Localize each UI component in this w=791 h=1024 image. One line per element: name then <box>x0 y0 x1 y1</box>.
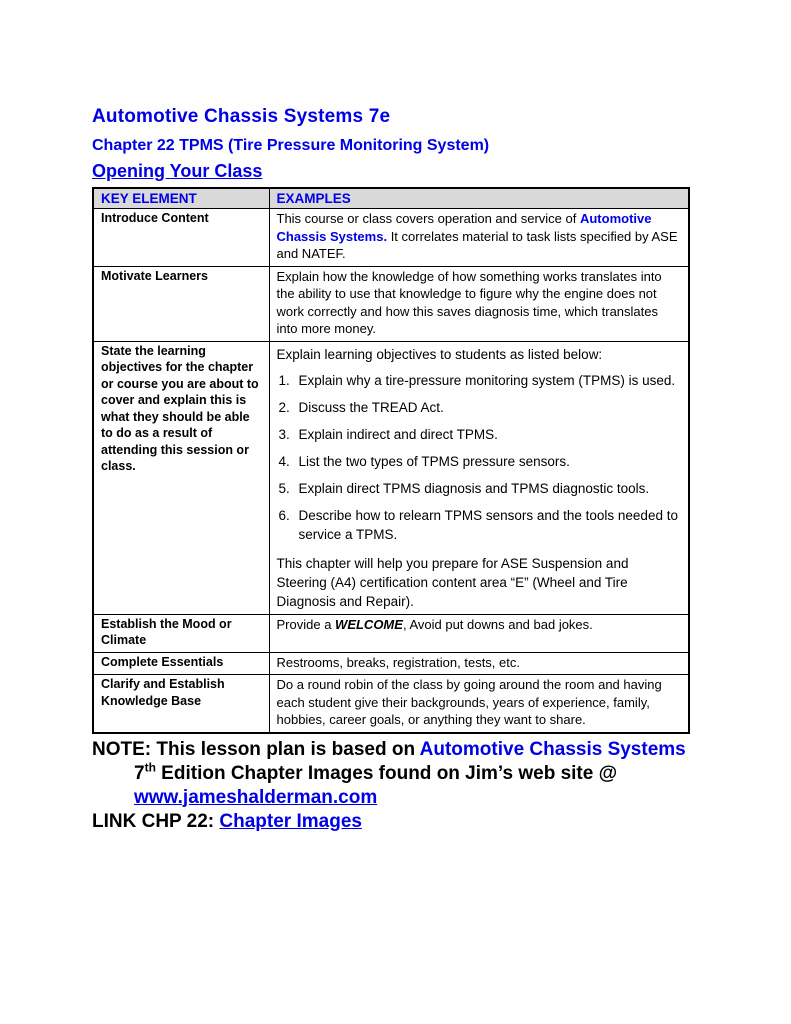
chapter-images-link[interactable]: Chapter Images <box>219 810 362 832</box>
page-title: Automotive Chassis Systems 7e <box>92 106 391 127</box>
note-paragraph <box>92 738 698 810</box>
objective-item: Explain indirect and direct TPMS. <box>298 426 498 442</box>
table-row <box>93 652 689 675</box>
table-row <box>93 341 689 614</box>
column-header-key-element: KEY ELEMENT <box>93 188 269 209</box>
key-motivate-learners: Motivate Learners <box>93 266 269 341</box>
column-header-examples: EXAMPLES <box>269 188 689 209</box>
objectives-intro: Explain learning objectives to students as listed below: <box>276 346 603 362</box>
objectives-outro: This chapter will help you prepare for ASE Suspension and Steering (A4) certification content area “E” (Wheel and Tire Diagnosis and Repair). <box>276 555 629 609</box>
key-establish-mood: Establish the Mood or Climate <box>93 614 269 652</box>
key-learning-objectives: State the learning objectives for the chapter or course you are about to cover and explain this is what they should be able to do as a result of attending this session or class. <box>93 341 269 614</box>
objectives-list <box>277 371 682 544</box>
intro-text-after: It correlates material to task lists specified by ASE and NATEF. <box>276 228 678 261</box>
chapter-link-line <box>92 810 698 834</box>
intro-text-before: This course or class covers operation and service of <box>276 211 580 226</box>
lesson-plan-table <box>92 187 690 734</box>
mood-text-before: Provide a <box>276 616 336 632</box>
table-row <box>93 266 689 341</box>
objective-item: Explain why a tire-pressure monitoring system (TPMS) is used. <box>298 372 676 388</box>
table-row <box>93 614 689 652</box>
link-line-prefix: LINK CHP 22: <box>92 810 220 832</box>
table-header-row <box>93 188 689 209</box>
note-highlight: Automotive Chassis Systems <box>419 738 686 760</box>
intro-highlight: Automotive Chassis Systems. <box>276 211 652 244</box>
example-establish-mood <box>269 614 689 652</box>
objective-item: Describe how to relearn TPMS sensors and the tools needed to service a TPMS. <box>298 507 678 542</box>
note-edition-post: Edition Chapter Images found on Jim’s web site @ <box>155 762 618 784</box>
example-learning-objectives <box>269 341 689 614</box>
note-edition-superscript: th <box>144 760 156 775</box>
note-prefix: NOTE: This lesson plan is based on <box>92 738 420 760</box>
note-edition-pre: 7 <box>134 762 145 784</box>
key-clarify-knowledge: Clarify and Establish Knowledge Base <box>93 675 269 733</box>
example-introduce-content <box>269 209 689 267</box>
example-motivate-learners: Explain how the knowledge of how something works translates into the ability to use that knowledge to figure why the engine does not work correctly and how this saves diagnosis time, which translates into more money. <box>269 266 689 341</box>
document-content <box>92 106 704 834</box>
objective-item: Explain direct TPMS diagnosis and TPMS diagnostic tools. <box>298 480 650 496</box>
table-row <box>93 209 689 267</box>
objective-item: List the two types of TPMS pressure sensors. <box>298 453 570 469</box>
example-clarify-knowledge: Do a round robin of the class by going around the room and having each student give their backgrounds, years of experience, family, hobbies, career goals, or anything they want to share. <box>269 675 689 733</box>
table-row <box>93 675 689 733</box>
objective-item: Discuss the TREAD Act. <box>298 399 444 415</box>
website-link[interactable]: www.jameshalderman.com <box>134 786 378 808</box>
key-complete-essentials: Complete Essentials <box>93 652 269 675</box>
mood-text-after: , Avoid put downs and bad jokes. <box>402 616 593 632</box>
section-heading: Opening Your Class <box>92 161 263 181</box>
chapter-heading: Chapter 22 TPMS (Tire Pressure Monitoring System) <box>92 137 490 154</box>
key-introduce-content: Introduce Content <box>93 209 269 267</box>
mood-emphasis: WELCOME <box>335 616 403 632</box>
example-complete-essentials: Restrooms, breaks, registration, tests, etc. <box>269 652 689 675</box>
